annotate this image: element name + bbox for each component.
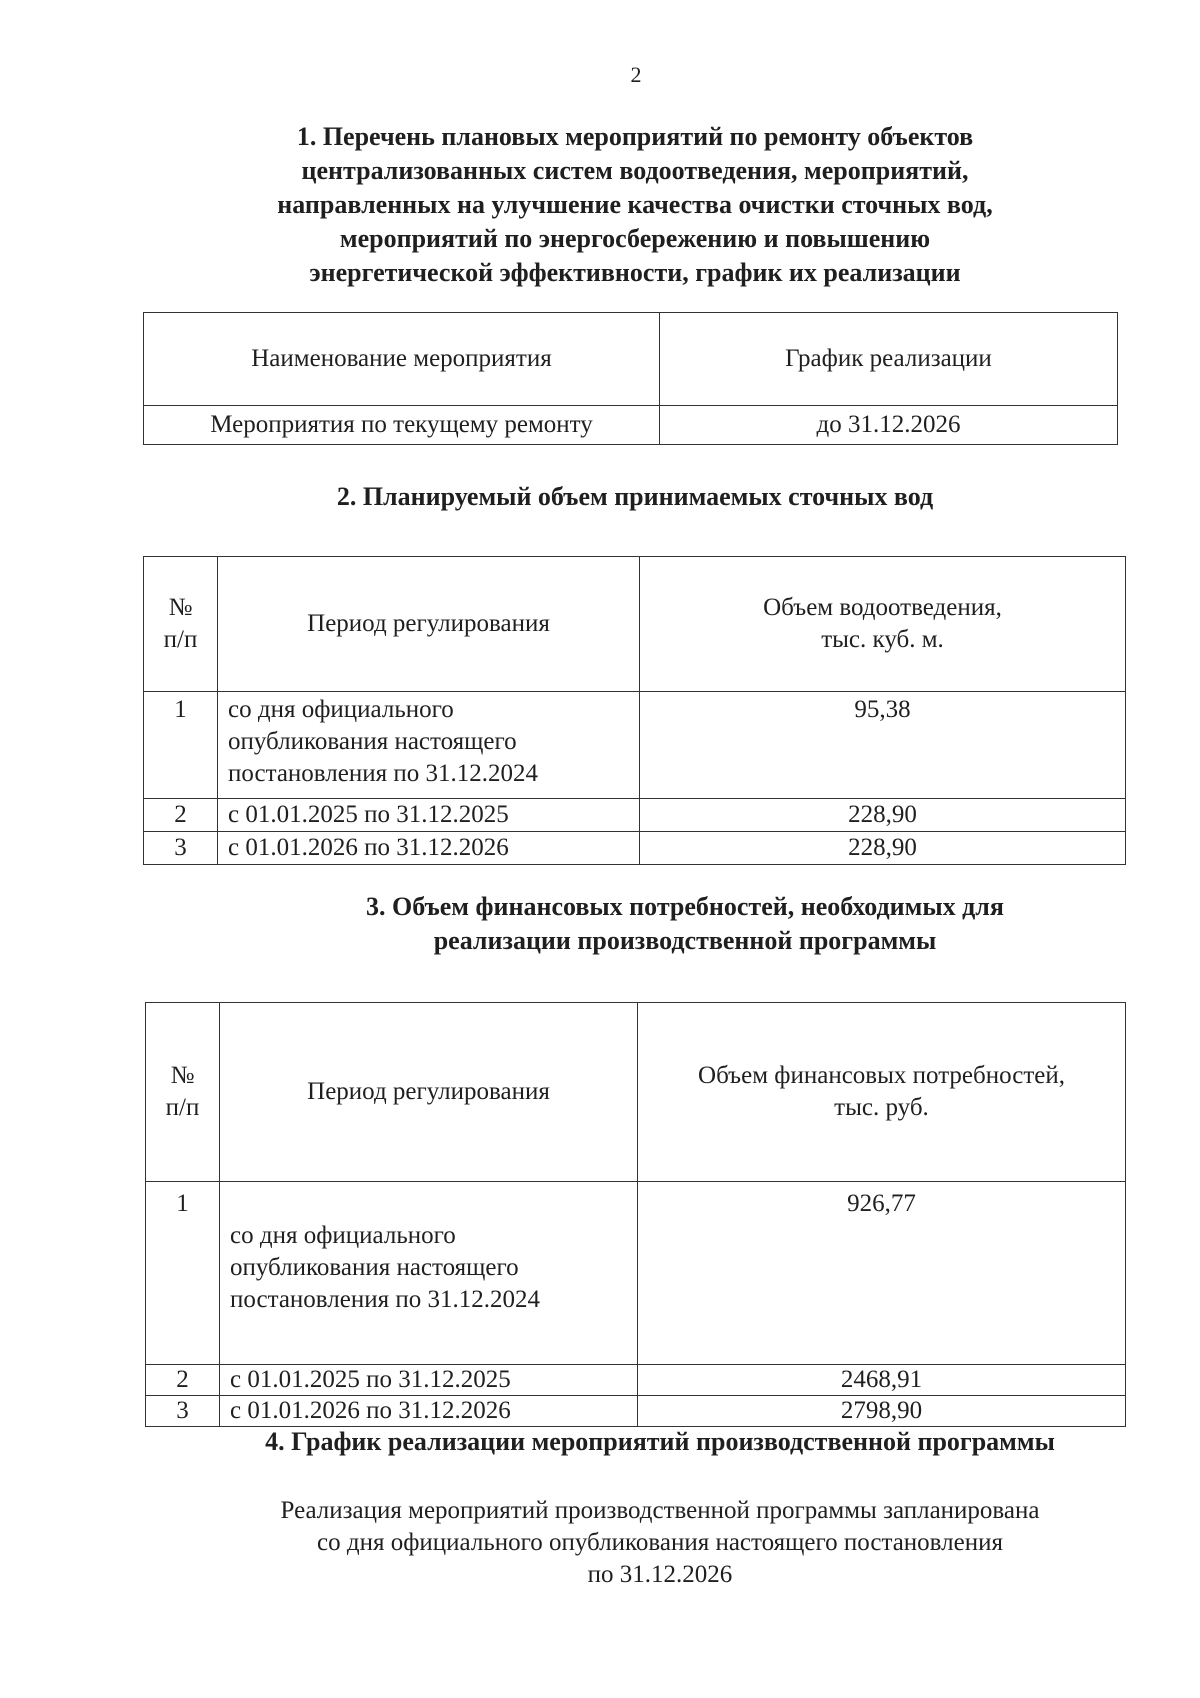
cell-number: 3	[144, 832, 218, 865]
section-1-title-line: направленных на улучшение качества очистки сточных вод,	[277, 190, 993, 219]
table-row	[144, 692, 1126, 799]
header-measure-name: Наименование мероприятия	[144, 313, 660, 406]
table-row	[146, 1396, 1126, 1427]
header-schedule: График реализации	[660, 313, 1118, 406]
table-row	[146, 1182, 1126, 1365]
cell-volume: 228,90	[640, 832, 1126, 865]
table-header-row	[146, 1003, 1126, 1182]
page-number: 2	[630, 62, 642, 87]
header-period: Период регулирования	[218, 557, 640, 692]
cell-volume: 228,90	[640, 799, 1126, 832]
section-1-title-line: централизованных систем водоотведения, мероприятий,	[301, 156, 969, 185]
table-row	[144, 406, 1118, 445]
cell-financial-needs: 2798,90	[638, 1396, 1126, 1427]
cell-volume: 95,38	[640, 692, 1126, 799]
cell-period: со дня официального опубликования настоящего постановления по 31.12.2024	[220, 1182, 638, 1365]
cell-financial-needs: 2468,91	[638, 1365, 1126, 1396]
cell-period: со дня официального опубликования настоящего постановления по 31.12.2024	[218, 692, 640, 799]
cell-number: 2	[146, 1365, 220, 1396]
section-1-title-line: мероприятий по энергосбережению и повышению	[339, 224, 931, 253]
measures-table	[143, 312, 1118, 445]
section-3-title-line: реализации производственной программы	[433, 926, 937, 955]
section-2-title: 2. Планируемый объем принимаемых сточных вод	[336, 482, 934, 511]
table-row	[144, 799, 1126, 832]
table-row	[146, 1365, 1126, 1396]
section-4-title: 4. График реализации мероприятий производственной программы	[265, 1427, 1055, 1456]
cell-measure-name: Мероприятия по текущему ремонту	[144, 406, 660, 445]
cell-period: с 01.01.2026 по 31.12.2026	[220, 1396, 638, 1427]
section-1-title	[150, 120, 1120, 290]
cell-number: 1	[146, 1182, 220, 1365]
header-number: № п/п	[144, 557, 218, 692]
section-3-title-line: 3. Объем финансовых потребностей, необходимых для	[366, 892, 1004, 921]
section-3-title	[280, 890, 1090, 958]
cell-period: с 01.01.2025 по 31.12.2025	[220, 1365, 638, 1396]
cell-period: с 01.01.2026 по 31.12.2026	[218, 832, 640, 865]
header-number: № п/п	[146, 1003, 220, 1182]
cell-schedule: до 31.12.2026	[660, 406, 1118, 445]
paragraph-line: по 31.12.2026	[587, 1561, 733, 1588]
section-1-title-line: 1. Перечень плановых мероприятий по ремонту объектов	[296, 122, 974, 151]
wastewater-volume-table	[143, 556, 1126, 865]
implementation-paragraph	[180, 1495, 1140, 1591]
header-period: Период регулирования	[220, 1003, 638, 1182]
paragraph-line: Реализация мероприятий производственной программы запланирована	[280, 1497, 1040, 1524]
cell-number: 3	[146, 1396, 220, 1427]
paragraph-line: со дня официального опубликования настоящего постановления	[317, 1529, 1003, 1556]
section-1-title-line: энергетической эффективности, график их реализации	[309, 258, 961, 287]
cell-number: 2	[144, 799, 218, 832]
table-header-row	[144, 557, 1126, 692]
table-header-row	[144, 313, 1118, 406]
header-financial-needs: Объем финансовых потребностей, тыс. руб.	[638, 1003, 1126, 1182]
table-row	[144, 832, 1126, 865]
financial-needs-table	[145, 1002, 1126, 1427]
cell-financial-needs: 926,77	[638, 1182, 1126, 1365]
cell-period: с 01.01.2025 по 31.12.2025	[218, 799, 640, 832]
cell-number: 1	[144, 692, 218, 799]
header-volume: Объем водоотведения, тыс. куб. м.	[640, 557, 1126, 692]
